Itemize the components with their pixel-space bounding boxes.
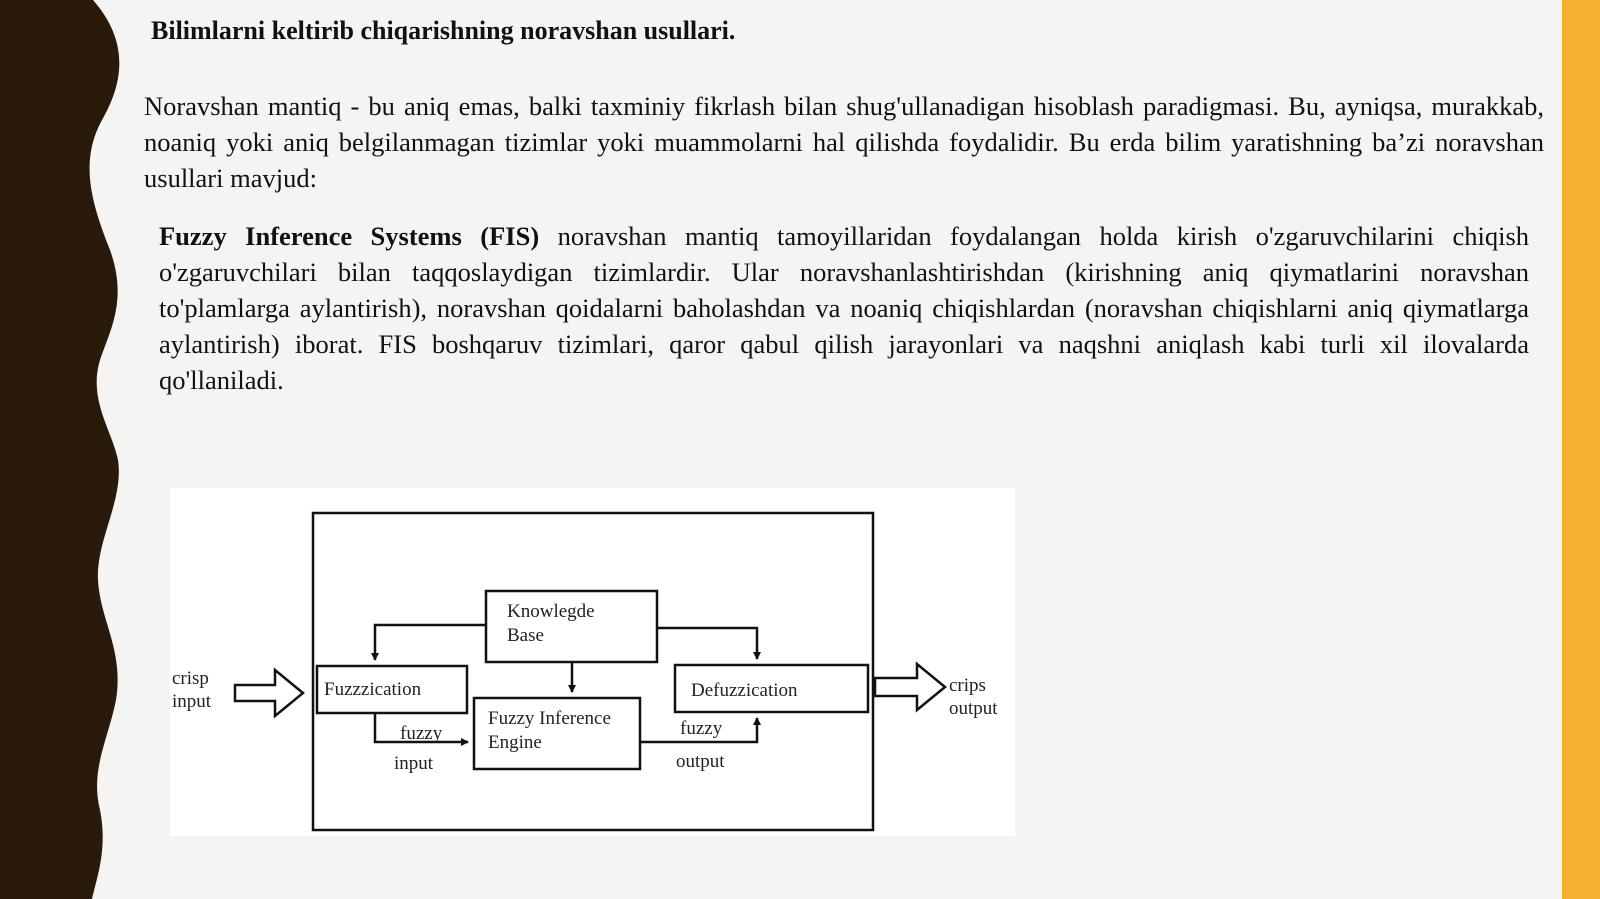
crisp-input-label-1: crisp [172,668,209,689]
accent-bar [1562,0,1600,899]
intro-paragraph: Noravshan mantiq - bu aniq emas, balki taxminiy fikrlash bilan shug'ullanadigan hisoblash paradigmasi. Bu, ayniqsa, murakkab, noaniq yoki aniq belgilanmagan tizimlar yoki muammolarni hal qilishda foydalidir. Bu erda bilim yaratishning ba’zi noravshan usullari mavjud: [144,91,1544,193]
fis-term: Fuzzy Inference Systems (FIS) [159,221,540,251]
fuzzy-output-label-2: output [676,751,725,772]
crisp-output-label-2: output [949,698,998,719]
inference-engine-label-1: Fuzzy Inference [488,708,611,729]
knowledge-base-label-2: Base [507,625,544,646]
crisp-input-label-2: input [172,691,212,712]
fuzzification-label: Fuzzzication [324,679,422,700]
defuzzification-label: Defuzzication [691,680,798,701]
fuzzy-input-label-2: input [394,753,434,774]
fis-description: noravshan mantiq tamoyillaridan foydalangan holda kirish o'zgaruvchilarini chiqish o'zgaruvchilari bilan taqqoslaydigan tizimlardir. Ular noravshanlashtirishdan (kirishning aniq qiymatlarini noravshan to'plamlarga aylantirish), noravshan qoidalarni baholashdan va noaniq chiqishlardan (noravshan chiqishlarni aniq qiymatlarga aylantirish) iborat. FIS boshqaruv tizimlari, qaror qabul qilish jarayonlari va naqshni aniqlash kabi turli xil ilovalarda qo'llaniladi. [159,221,1530,395]
decorative-wave-band [0,0,130,899]
slide-title: Bilimlarni keltirib chiqarishning noravshan usullari. [151,16,736,45]
kb-to-fuzzification-arrow [375,625,486,660]
fis-diagram [170,488,1015,836]
crisp-output-label-1: crips [949,675,986,696]
system-outer-box [313,513,873,830]
knowledge-base-label-1: Knowlegde [507,601,595,622]
fis-paragraph [159,218,1529,398]
fuzzy-output-label-1: fuzzy [680,718,723,739]
inference-engine-label-2: Engine [488,732,542,753]
crisp-input-arrow [235,670,303,716]
kb-to-defuzzification-arrow [657,628,757,659]
fuzzy-input-label-1: fuzzy [400,723,443,744]
crisp-output-arrow [875,664,945,710]
